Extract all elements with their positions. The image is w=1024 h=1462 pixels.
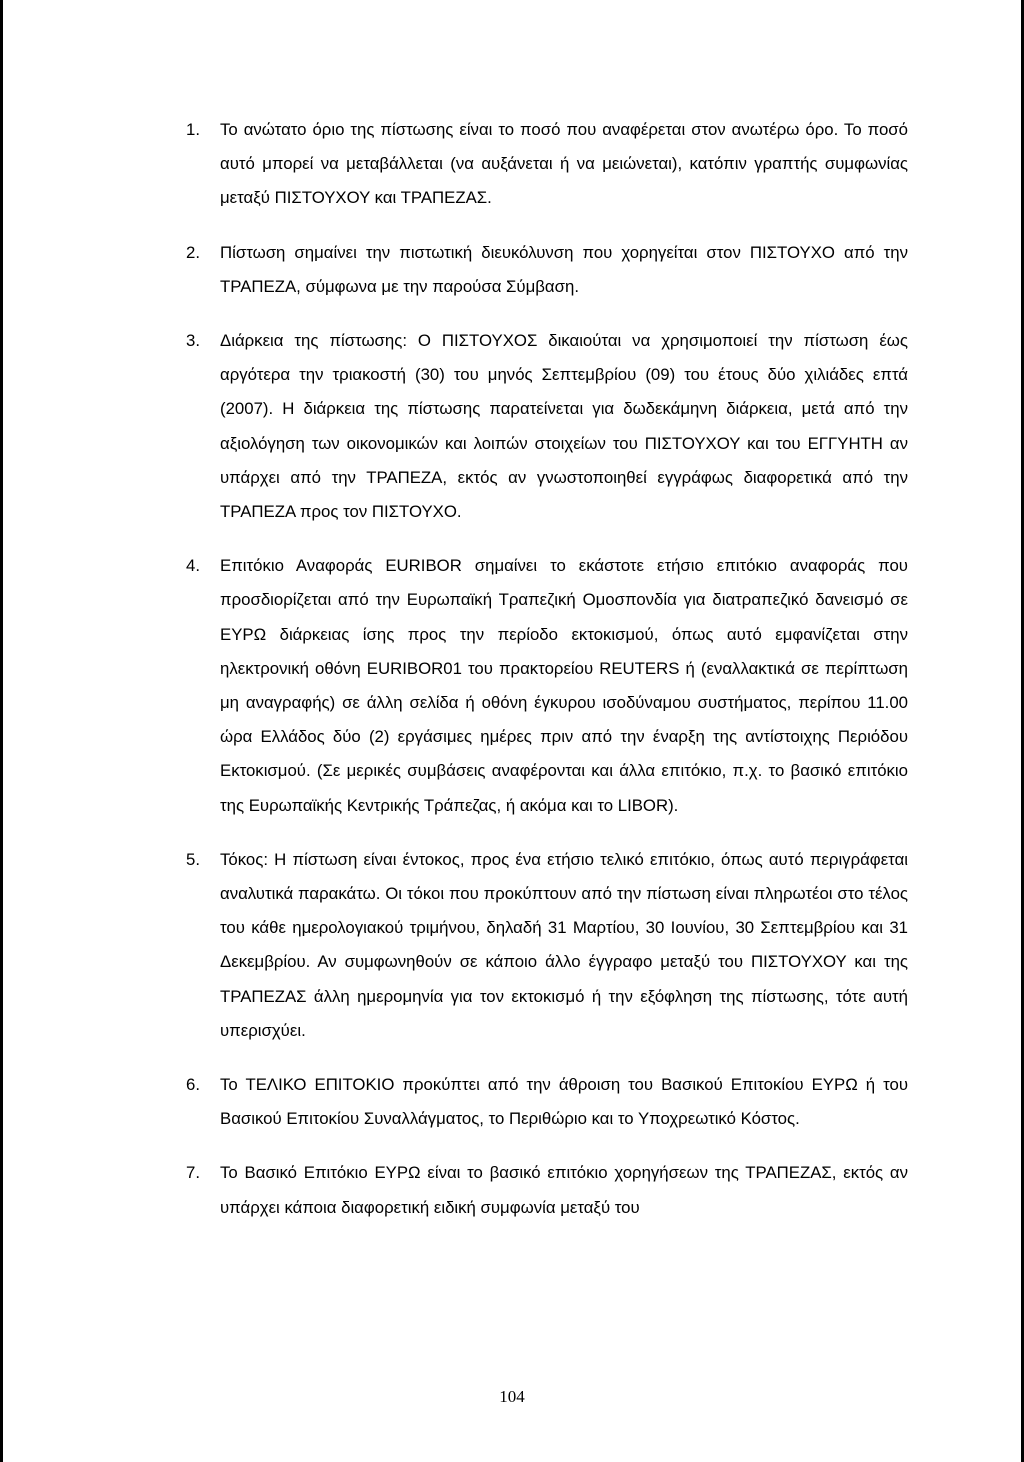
item-number: 1. bbox=[186, 120, 200, 139]
list-item bbox=[183, 1156, 908, 1224]
item-text: Τόκος: Η πίστωση είναι έντοκος, προς ένα ετήσιο τελικό επιτόκιο, όπως αυτό περιγράφεται αναλυτικά παρακάτω. Οι τόκοι που προκύπτουν από την πίστωση είναι πληρωτέοι στο τέλος του κάθε ημερολογιακού τριμήνου, δηλαδή 31 Μαρτίου, 30 Ιουνίου, 30 Σεπτεμβρίου και 31 Δεκεμβρίου. Αν συμφωνηθούν σε κάποιο άλλο έγγραφο μεταξύ του ΠΙΣΤΟΥΧΟΥ και της ΤΡΑΠΕΖΑΣ άλλη ημερομηνία για τον εκτοκισμό ή την εξόφληση της πίστωσης, τότε αυτή υπερισχύει. bbox=[220, 849, 908, 1040]
item-text: Το ανώτατο όριο της πίστωσης είναι το ποσό που αναφέρεται στον ανωτέρω όρο. Το ποσό αυτό μπορεί να μεταβάλλεται (να αυξάνεται ή να μειώνεται), κατόπιν γραπτής συμφωνίας μεταξύ ΠΙΣΤΟΥΧΟΥ και ΤΡΑΠΕΖΑΣ. bbox=[220, 120, 908, 208]
list-item bbox=[183, 113, 908, 216]
page-number: 104 bbox=[499, 1387, 525, 1406]
item-text: Το Βασικό Επιτόκιο ΕΥΡΩ είναι το βασικό επιτόκιο χορηγήσεων της ΤΡΑΠΕΖΑΣ, εκτός αν υπάρχει κάποια διαφορετική ειδική συμφωνία μεταξύ του bbox=[220, 1163, 908, 1217]
item-number: 5. bbox=[186, 849, 200, 869]
list-item bbox=[183, 324, 908, 529]
list-item bbox=[183, 236, 908, 304]
list-item bbox=[183, 549, 908, 823]
list-item bbox=[183, 843, 908, 1048]
item-number: 7. bbox=[186, 1163, 200, 1183]
scan-border-left bbox=[0, 0, 3, 1462]
item-number: 4. bbox=[186, 556, 200, 576]
list-item bbox=[183, 1068, 908, 1136]
item-number: 3. bbox=[186, 331, 200, 351]
item-text: Το ΤΕΛΙΚΟ ΕΠΙΤΟΚΙΟ προκύπτει από την άθροιση του Βασικού Επιτοκίου ΕΥΡΩ ή του Βασικού Επιτοκίου Συναλλάγματος, το Περιθώριο και το Υποχρεωτικό Κόστος. bbox=[220, 1075, 908, 1129]
item-text: Επιτόκιο Αναφοράς EURIBOR σημαίνει το εκάστοτε ετήσιο επιτόκιο αναφοράς που προσδιορίζεται από την Ευρωπαϊκή Τραπεζική Ομοσπονδία για διατραπεζικό δανεισμό σε ΕΥΡΩ διάρκειας ίσης προς την περίοδο εκτοκισμού, όπως αυτό εμφανίζεται στην ηλεκτρονική οθόνη EURIBOR01 του πρακτορείου REUTERS ή (εναλλακτικά σε περίπτωση μη αναγραφής) σε άλλη σελίδα ή οθόνη έγκυρου ισοδύναμου συστήματος, περίπου 11.00 ώρα Ελλάδος δύο (2) εργάσιμες ημέρες πριν από την έναρξη της αντίστοιχης Περιόδου Εκτοκισμού. (Σε μερικές συμβάσεις αναφέρονται και άλλα επιτόκιο, π.χ. το βασικό επιτόκιο της Ευρωπαϊκής Κεντρικής Τράπεζας, ή ακόμα και το LIBOR). bbox=[220, 556, 908, 815]
item-text: Πίστωση σημαίνει την πιστωτική διευκόλυνση που χορηγείται στον ΠΙΣΤΟΥΧΟ από την ΤΡΑΠΕΖΑ, σύμφωνα με την παρούσα Σύμβαση. bbox=[220, 242, 908, 296]
item-number: 2. bbox=[186, 242, 200, 262]
terms-list bbox=[183, 113, 908, 1245]
item-number: 6. bbox=[186, 1075, 200, 1095]
item-text: Διάρκεια της πίστωσης: Ο ΠΙΣΤΟΥΧΟΣ δικαιούται να χρησιμοποιεί την πίστωση έως αργότερα την τριακοστή (30) του μηνός Σεπτεμβρίου (09) του έτους δύο χιλιάδες επτά (2007). Η διάρκεια της πίστωσης παρατείνεται για δωδεκάμηνη διάρκεια, μετά από την αξιολόγηση των οικονομικών και λοιπών στοιχείων του ΠΙΣΤΟΥΧΟΥ και του ΕΓΓΥΗΤΗ αν υπάρχει από την ΤΡΑΠΕΖΑ, εκτός αν γνωστοποιηθεί εγγράφως διαφορετικά από την ΤΡΑΠΕΖΑ προς τον ΠΙΣΤΟΥΧΟ. bbox=[220, 331, 908, 522]
